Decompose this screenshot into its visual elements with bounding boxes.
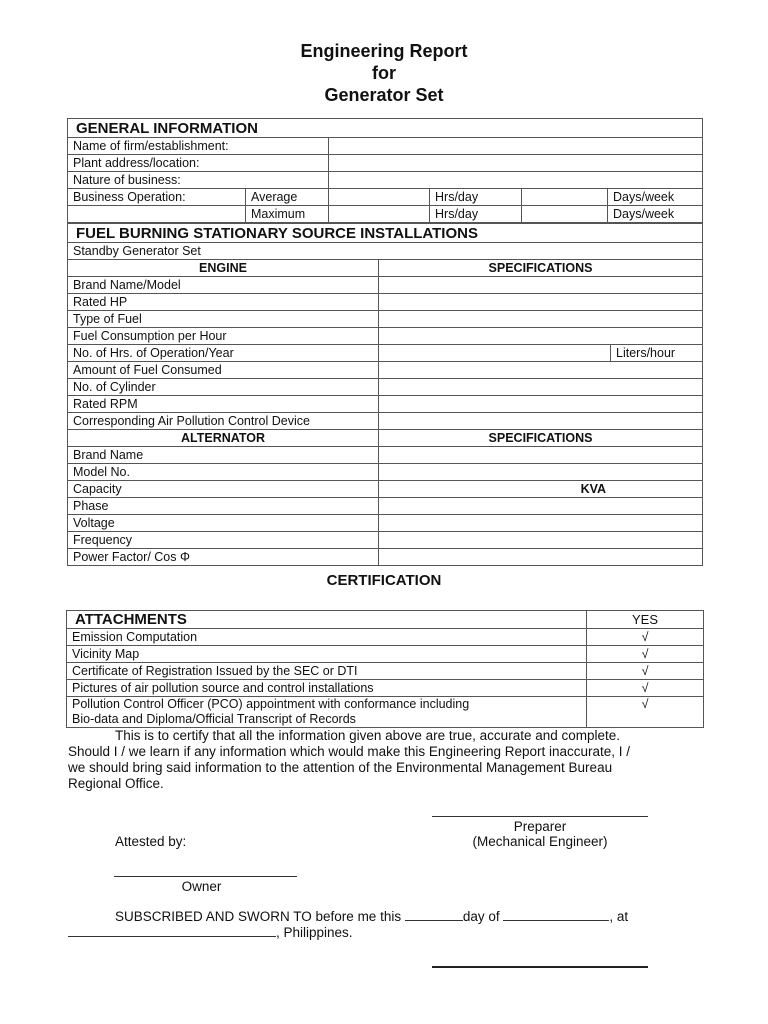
check-mark[interactable]: √ — [587, 663, 704, 680]
sworn-day-blank[interactable] — [405, 908, 463, 921]
engine-row-field[interactable] — [379, 294, 703, 311]
engine-row-field[interactable] — [379, 396, 703, 413]
certification-heading: CERTIFICATION — [326, 572, 442, 589]
average-label: Average — [246, 189, 329, 206]
attachments-table — [66, 610, 704, 728]
check-mark[interactable]: √ — [587, 629, 704, 646]
alternator-row-label: Model No. — [68, 464, 379, 481]
sworn-text-1: SUBSCRIBED AND SWORN TO before me this — [115, 909, 402, 924]
statement-line-3: we should bring said information to the attention of the Environmental Management Bureau — [68, 760, 613, 775]
sworn-text-2: day of — [462, 909, 500, 924]
general-info-heading: GENERAL INFORMATION — [68, 119, 703, 138]
alternator-header: ALTERNATOR — [68, 430, 379, 447]
operation-label: Business Operation: — [68, 189, 246, 206]
average-hrs-label: Hrs/day — [430, 189, 522, 206]
liters-unit-label: Liters/hour — [611, 345, 703, 362]
report-subtitle: Generator Set — [324, 85, 444, 105]
sworn-month-blank[interactable] — [503, 908, 609, 921]
check-mark[interactable]: √ — [587, 646, 704, 663]
attachment-item-pco — [67, 697, 587, 728]
attachment-item: Vicinity Map — [67, 646, 587, 663]
sworn-line-1 — [115, 908, 628, 925]
report-title: Engineering Report — [300, 41, 468, 61]
yes-header: YES — [587, 611, 704, 629]
preparer-label: Preparer — [513, 819, 567, 834]
alternator-row-label: Voltage — [68, 515, 379, 532]
engine-row-field[interactable] — [379, 362, 703, 379]
statement-line-1: This is to certify that all the information given above are true, accurate and complete. — [115, 728, 621, 743]
address-field[interactable] — [329, 155, 703, 172]
alternator-row-field[interactable] — [379, 447, 703, 464]
engine-row-label: Fuel Consumption per Hour — [68, 328, 379, 345]
operation-blank — [68, 206, 246, 223]
attachments-heading: ATTACHMENTS — [67, 611, 587, 629]
alternator-row-field[interactable] — [379, 549, 703, 566]
engine-row-field[interactable] — [379, 328, 703, 345]
engine-header: ENGINE — [68, 260, 379, 277]
average-hrs-field[interactable] — [329, 189, 430, 206]
engine-row-label: Corresponding Air Pollution Control Device — [68, 413, 379, 430]
average-days-field[interactable] — [522, 189, 608, 206]
kva-unit-label: KVA — [379, 481, 703, 498]
pco-line-2: Bio-data and Diploma/Official Transcript of Records — [72, 712, 356, 726]
alternator-row-field[interactable] — [379, 515, 703, 532]
fuel-subheading: Standby Generator Set — [68, 243, 703, 260]
general-info-table — [67, 118, 703, 223]
average-days-label: Days/week — [608, 189, 703, 206]
firm-label: Name of firm/establishment: — [68, 138, 329, 155]
maximum-days-label: Days/week — [608, 206, 703, 223]
fuel-heading: FUEL BURNING STATIONARY SOURCE INSTALLATIONS — [68, 224, 703, 243]
engine-row-label: Type of Fuel — [68, 311, 379, 328]
owner-label: Owner — [181, 879, 222, 894]
alternator-row-field[interactable] — [379, 498, 703, 515]
engine-row-label: Rated RPM — [68, 396, 379, 413]
attested-label: Attested by: — [115, 834, 187, 849]
alternator-row-field[interactable] — [379, 464, 703, 481]
alternator-row-label: Capacity — [68, 481, 379, 498]
sworn-line-2 — [68, 924, 353, 941]
notary-signature-line[interactable] — [432, 966, 648, 968]
alternator-row-label: Power Factor/ Cos Φ — [68, 549, 379, 566]
engine-row-label: Brand Name/Model — [68, 277, 379, 294]
sworn-place-blank[interactable] — [68, 924, 276, 937]
alternator-row-label: Phase — [68, 498, 379, 515]
attachment-item: Pictures of air pollution source and control installations — [67, 680, 587, 697]
check-mark[interactable]: √ — [587, 697, 704, 728]
alternator-row-field[interactable] — [379, 532, 703, 549]
engine-row-label: Amount of Fuel Consumed — [68, 362, 379, 379]
business-field[interactable] — [329, 172, 703, 189]
business-label: Nature of business: — [68, 172, 329, 189]
alternator-spec-header: SPECIFICATIONS — [379, 430, 703, 447]
address-label: Plant address/location: — [68, 155, 329, 172]
statement-line-4: Regional Office. — [68, 776, 164, 791]
sworn-text-4: , Philippines. — [276, 925, 353, 940]
engine-row-field[interactable] — [379, 311, 703, 328]
maximum-label: Maximum — [246, 206, 329, 223]
engine-row-label: No. of Cylinder — [68, 379, 379, 396]
maximum-hrs-label: Hrs/day — [430, 206, 522, 223]
firm-field[interactable] — [329, 138, 703, 155]
engine-row-field[interactable] — [379, 277, 703, 294]
attachment-item: Certificate of Registration Issued by the SEC or DTI — [67, 663, 587, 680]
fuel-burning-table — [67, 223, 703, 566]
maximum-hrs-field[interactable] — [329, 206, 430, 223]
check-mark[interactable]: √ — [587, 680, 704, 697]
attachment-item: Emission Computation — [67, 629, 587, 646]
preparer-signature-line[interactable] — [432, 816, 648, 817]
engine-row-label: No. of Hrs. of Operation/Year — [68, 345, 379, 362]
alternator-row-label: Frequency — [68, 532, 379, 549]
maximum-days-field[interactable] — [522, 206, 608, 223]
engine-row-field[interactable] — [379, 413, 703, 430]
statement-line-2: Should I / we learn if any information which would make this Engineering Report inaccurate, I / — [68, 744, 631, 759]
sworn-text-3: , at — [609, 909, 629, 924]
pco-line-1: Pollution Control Officer (PCO) appointment with conformance including — [72, 697, 470, 711]
engine-row-field[interactable] — [379, 345, 611, 362]
engine-row-field[interactable] — [379, 379, 703, 396]
report-title-for: for — [372, 63, 396, 83]
engine-spec-header: SPECIFICATIONS — [379, 260, 703, 277]
alternator-row-label: Brand Name — [68, 447, 379, 464]
preparer-role: (Mechanical Engineer) — [472, 834, 608, 849]
engine-row-label: Rated HP — [68, 294, 379, 311]
owner-signature-line[interactable] — [114, 876, 297, 877]
